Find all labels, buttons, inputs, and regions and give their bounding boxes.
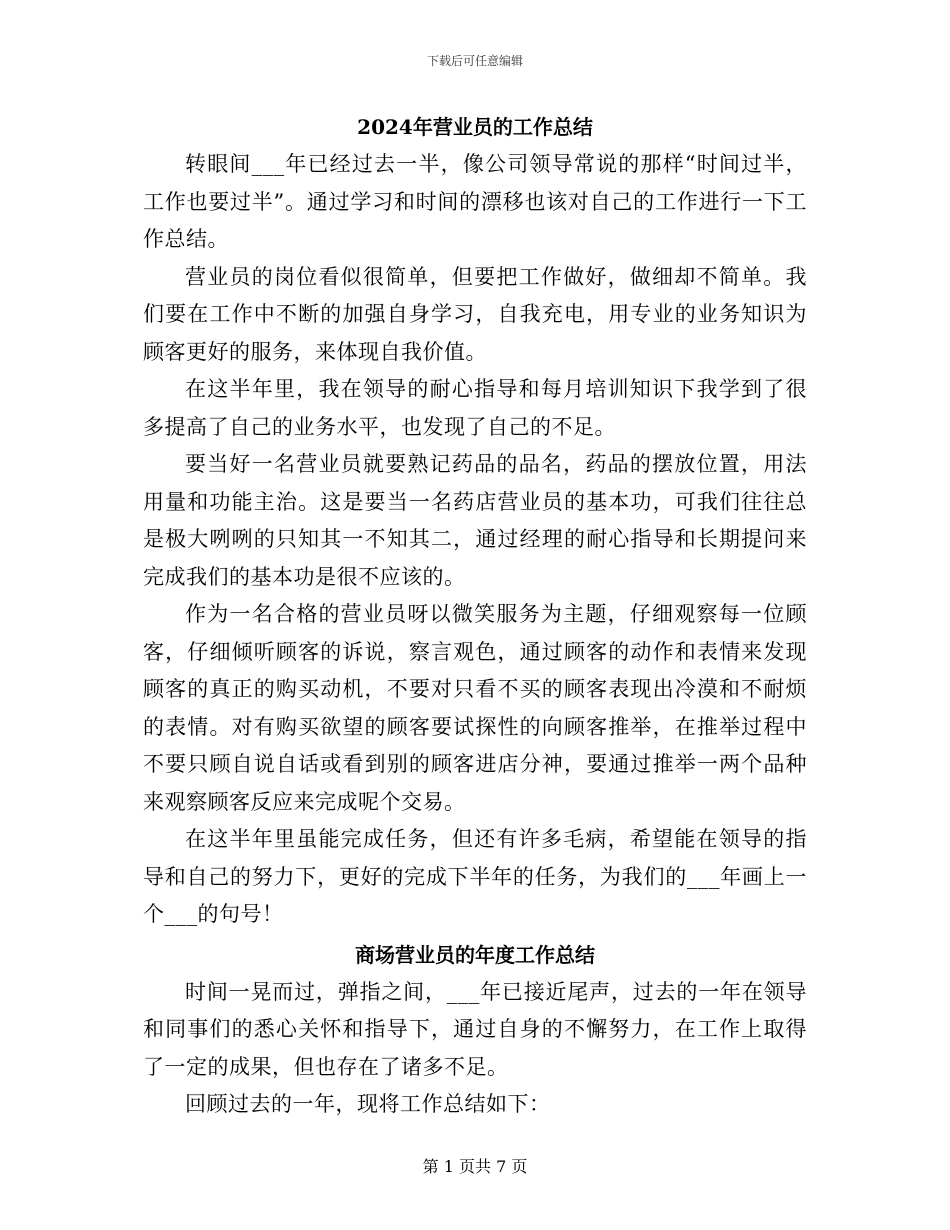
section-title-2: 商场营业员的年度工作总结	[355, 942, 595, 967]
page-footer-number: 第 1 页共 7 页	[422, 1157, 528, 1176]
paragraph: 在这半年里，我在领导的耐心指导和每月培训知识下我学到了很多提高了自己的业务水平，也发现了自己的不足。	[143, 377, 807, 439]
paragraph: 要当好一名营业员就要熟记药品的品名，药品的摆放位置，用法用量和功能主治。这是要当一名药店营业员的基本功，可我们往往总是极大咧咧的只知其一不知其二，通过经理的耐心指导和长期提问来完成我们的基本功是很不应该的。	[143, 452, 807, 589]
section-title-1: 2024年营业员的工作总结	[357, 115, 593, 139]
page-header-note: 下载后可任意编辑	[426, 54, 523, 68]
document-body	[143, 112, 807, 1124]
paragraph: 作为一名合格的营业员呀以微笑服务为主题，仔细观察每一位顾客，仔细倾听顾客的诉说，察言观色，通过顾客的动作和表情来发现顾客的真正的购买动机，不要对只看不买的顾客表现出冷漠和不耐烦的表情。对有购买欲望的顾客要试探性的向顾客推举，在推举过程中不要只顾自说自话或看到别的顾客进店分神，要通过推举一两个品种来观察顾客反应来完成呢个交易。	[143, 602, 807, 814]
paragraph: 营业员的岗位看似很简单，但要把工作做好，做细却不简单。我们要在工作中不断的加强自身学习，自我充电，用专业的业务知识为顾客更好的服务，来体现自我价值。	[143, 264, 807, 364]
paragraph: 时间一晃而过，弹指之间，___年已接近尾声，过去的一年在领导和同事们的悉心关怀和指导下，通过自身的不懈努力，在工作上取得了一定的成果，但也存在了诸多不足。	[143, 979, 807, 1079]
paragraph: 回顾过去的一年，现将工作总结如下：	[185, 1092, 551, 1116]
paragraph: 转眼间___年已经过去一半，像公司领导常说的那样“时间过半，工作也要过半”。通过学习和时间的漂移也该对自己的工作进行一下工作总结。	[143, 152, 807, 251]
paragraph: 在这半年里虽能完成任务，但还有许多毛病，希望能在领导的指导和自己的努力下，更好的完成下半年的任务，为我们的___年画上一个___的句号！	[143, 827, 807, 926]
